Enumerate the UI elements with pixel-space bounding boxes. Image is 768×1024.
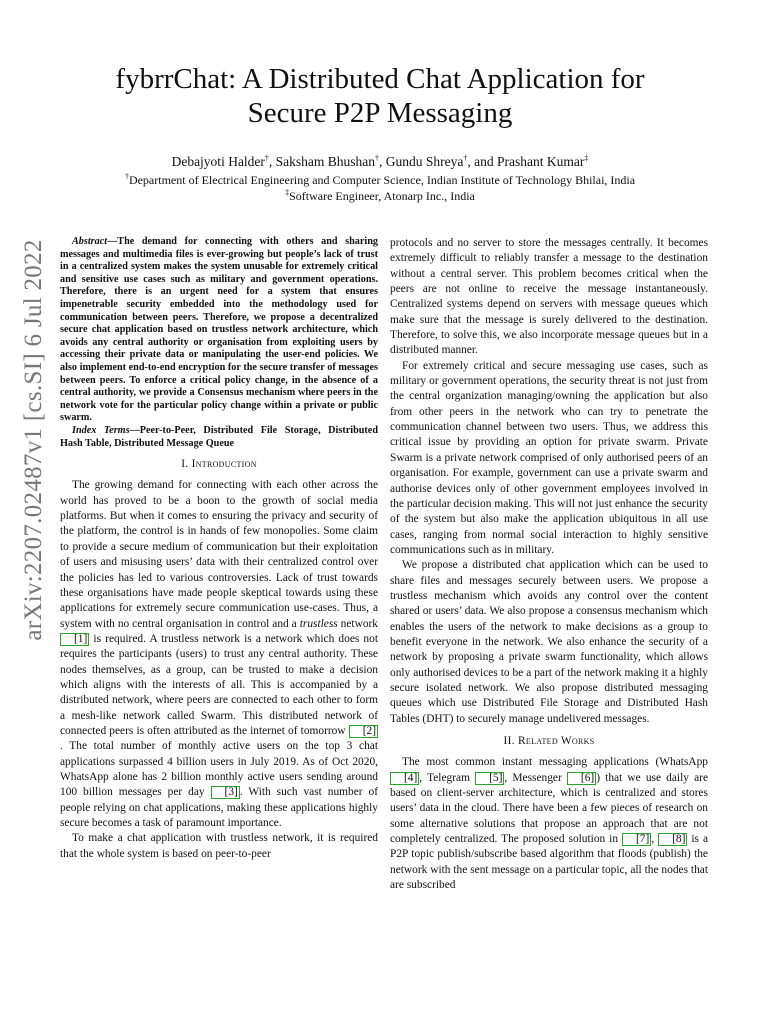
section-heading-introduction: I. Introduction xyxy=(181,458,257,471)
citation-link[interactable]: [8] xyxy=(658,833,687,846)
intro-paragraph-5: We propose a distributed chat application which can be used to share files and messages securely between users. We propose a trustless mechanism which avoids any control over the content shared or users’ data. We also propose a consensus mechanism which enables the users of the network to make decisions as a group to benefit everyone in the network. We also enhance the security of a network by proposing a private swarm functionality, which allows only authorised devices to be a part of the network making it a highly secure isolated network. We also propose distributed messaging queues which use Distributed File Storage and Distributed Hash Tables (DHT) to securely manage undelivered messages. xyxy=(390,559,708,725)
author-1: Debajyoti Halder xyxy=(171,154,265,169)
paper-title xyxy=(80,62,680,130)
left-column xyxy=(60,236,378,862)
intro-paragraph-4: For extremely critical and secure messaging use cases, such as military or government operations, the security threat is not just from the central organization managing/owning the application but also from other peers in the network who can try to penetrate the communication channel between two users. Thus, we address this critical issue by providing an option for private swarm. Private Swarm is a private network comprised of only authorised peers of an organisation. For example, government can use a private swarm and authorise devices only of other government employees involved in the particular decision making. This will not just enhance the security of the system but also make the application ubiquitous in all use cases, ranging from normal social interaction to highly sensitive communications such as in military. xyxy=(390,359,708,556)
dagger-mark: † xyxy=(375,153,380,163)
dagger-mark: † xyxy=(264,153,269,163)
dagger-mark: † xyxy=(124,172,129,181)
affiliation-2: ‡Software Engineer, Atonarp Inc., India xyxy=(285,188,475,203)
title-line-1: fybrrChat: A Distributed Chat Application for xyxy=(115,63,645,95)
index-terms xyxy=(60,425,378,450)
citation-link[interactable]: [2] xyxy=(349,725,378,738)
citation-link[interactable]: [5] xyxy=(475,772,504,785)
citation-link[interactable]: [3] xyxy=(211,786,240,799)
dagger-mark: † xyxy=(463,153,468,163)
double-dagger-mark: ‡ xyxy=(584,153,589,163)
author-4: , and Prashant Kumar xyxy=(467,154,585,169)
author-2: , Saksham Bhushan xyxy=(268,154,376,169)
author-block xyxy=(90,154,670,204)
intro-paragraph-2: To make a chat application with trustless network, it is required that the whole system is based on peer-to-peer xyxy=(60,832,378,860)
citation-link[interactable]: [1] xyxy=(60,633,89,646)
citation-link[interactable]: [4] xyxy=(390,772,419,785)
intro-paragraph-1: The growing demand for connecting with each other across the world has proved to be a boon to the growth of social media platforms. But when it comes to ensuring the privacy and security of the platform, the control is in hands of few monopolies. Some claim to provide a secure medium of communication but their exploitation of users and misusing users’ data with their centralized control over the policies has led to various controversies. Lack of trust towards these organisations have made people skeptical towards using these applications for extremely secure communication use-cases. Thus, a system with no central organisation in control and a trustless network [1] is required. A trustless network is a network which does not requires the participants (users) to trust any central authority. These nodes themselves, as a group, can be trusted to make a decision which aligns with the interests of all. This is accompanied by a distributed network, where peers are connected to each other to form a mesh-like network called Swarm. This distributed network of connected peers is often attributed as the internet of tomorrow [2]. The total number of monthly active users on the top 3 chat applications surpassed 4 billion users in July 2019. As of Oct 2020, WhatsApp alone has 2 billion monthly active users sending around 100 billion messages per day [3] . With such vast number of people relying on chat applications, making these applications highly secure becomes a task of paramount importance. xyxy=(60,479,378,829)
abstract-text: —The demand for connecting with others and sharing messages and multimedia files is ever-growing but people’s lack of trust in a centralized system makes the system unusable for extremely critical and sensitive use cases such as military and government operations. Therefore, there is an urgent need for a system that ensures impenetrable security embedded into the methodology used for communication between peers. Therefore, we propose a decentralized secure chat application based on trustless network architecture, which avoids any central authority or organisation from exploiting users by accessing their private data or manipulating the user-end policies. We also implement end-to-end encryption for the secure transfer of messages between peers. To enforce a critical policy change, in the absence of a central authority, we provide a Consensus mechanism where peers in the network vote for the particular policy change within a private or public swarm. xyxy=(60,236,378,424)
intro-paragraph-3: protocols and no server to store the messages centrally. It becomes extremely difficult to reliably transfer a message to the destination without a central server. This problem becomes critical when the peers are not online to receive the message instantaneously. Centralized systems depend on servers with message queues which make sure that the message is surely delivered to the destination. Therefore, to solve this, we also incorporate message queues but in a distributed manner. xyxy=(390,237,708,357)
abstract-paragraph xyxy=(60,236,378,425)
affiliation-1: †Department of Electrical Engineering and Computer Science, Indian Institute of Technology Bhilai, India xyxy=(124,172,636,187)
arxiv-identifier-text: arXiv:2207.02487v1 [cs.SI] 6 Jul 2022 xyxy=(20,239,47,641)
section-heading-related-works: II. Related Works xyxy=(503,735,595,747)
citation-link[interactable]: [7] xyxy=(622,833,651,846)
right-column xyxy=(390,236,708,893)
abstract-block xyxy=(60,236,378,450)
index-terms-text: —Peer-to-Peer, Distributed File Storage, Distributed Hash Table, Distributed Message Queue xyxy=(60,424,378,449)
author-3: , Gundu Shreya xyxy=(379,154,464,169)
title-line-2: Secure P2P Messaging xyxy=(247,97,513,129)
author-names xyxy=(90,154,670,170)
double-dagger-mark: ‡ xyxy=(285,188,290,197)
related-paragraph-1: The most common instant messaging applications (WhatsApp [4] , Telegram [5] , Messenger [6] ) that we use daily are based on client-server architecture, which is centralized and stores users’ data in the cloud. There have been a few pieces of research on some alternative solutions that propose an approach that are not completely centralized. The proposed solution in [7] , [8] is a P2P topic publish/subscribe based algorithm that floods (publish) the network with the sent message on a particular topic, all the nodes that are subscribed xyxy=(390,756,708,892)
abstract-label: Abstract xyxy=(72,236,108,247)
index-terms-label: Index Terms xyxy=(72,424,130,436)
citation-link[interactable]: [6] xyxy=(567,772,596,785)
trustless-term: trustless xyxy=(299,617,338,630)
